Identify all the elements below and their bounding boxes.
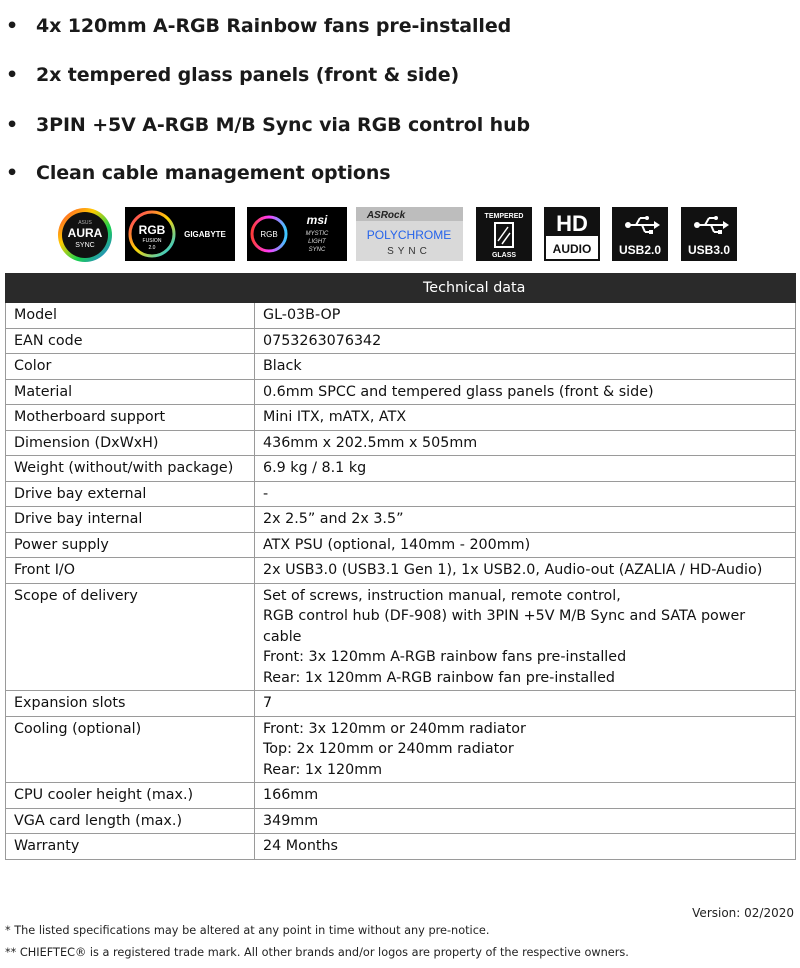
spec-value-line: Rear: 1x 120mm <box>263 761 383 778</box>
table-row <box>6 691 796 717</box>
svg-text:AUDIO: AUDIO <box>552 242 592 256</box>
disclaimer-note: * The listed specifications may be altered at any point in time without any pre-notice. <box>5 924 490 937</box>
spec-value <box>255 834 796 860</box>
svg-text:ASRock: ASRock <box>366 210 406 221</box>
spec-value-line: - <box>263 485 269 502</box>
spec-value <box>255 303 796 329</box>
spec-value-line: Rear: 1x 120mm A-RGB rainbow fan pre-installed <box>263 669 616 686</box>
table-row <box>6 507 796 533</box>
spec-value-line: 0753263076342 <box>263 332 382 349</box>
spec-value <box>255 430 796 456</box>
spec-value-line: 6.9 kg / 8.1 kg <box>263 460 367 476</box>
table-row <box>6 808 796 834</box>
feature-item: • 4x 120mm A-RGB Rainbow fans pre-installed <box>6 15 512 37</box>
feature-item: • 3PIN +5V A-RGB M/B Sync via RGB control hub <box>6 114 531 136</box>
svg-text:RGB: RGB <box>260 230 278 239</box>
spec-label: Color <box>6 354 255 380</box>
version-label: Version: 02/2020 <box>692 906 794 920</box>
spec-value-line: 7 <box>263 695 273 711</box>
table-row <box>6 716 796 783</box>
svg-text:USB3.0: USB3.0 <box>687 243 731 257</box>
spec-label: Expansion slots <box>6 691 255 717</box>
svg-text:SYNC: SYNC <box>75 242 95 249</box>
table-row <box>6 481 796 507</box>
svg-text:SYNC: SYNC <box>308 247 326 253</box>
svg-text:FUSION: FUSION <box>142 238 162 244</box>
feature-item: • 2x tempered glass panels (front & side) <box>6 64 460 86</box>
spec-label: Cooling (optional) <box>6 716 255 783</box>
spec-value <box>255 379 796 405</box>
spec-label: Front I/O <box>6 558 255 584</box>
spec-value-line: 436mm x 202.5mm x 505mm <box>263 434 478 451</box>
feature-text: Clean cable management options <box>36 162 391 184</box>
spec-value <box>255 716 796 783</box>
feature-text: 2x tempered glass panels (front & side) <box>36 64 460 86</box>
asus-aura-sync-logo <box>57 207 113 263</box>
spec-label: Model <box>6 303 255 329</box>
trademark-note: ** CHIEFTEC® is a registered trade mark. All other brands and/or logos are property of the respective owners. <box>5 946 629 959</box>
hd-audio-icon <box>544 207 600 261</box>
spec-value <box>255 456 796 482</box>
spec-label: EAN code <box>6 328 255 354</box>
spec-value-line: 0.6mm SPCC and tempered glass panels (front & side) <box>263 383 654 400</box>
technical-data-table <box>5 273 796 860</box>
spec-value-line: 24 Months <box>263 838 338 854</box>
svg-text:GLASS: GLASS <box>491 252 517 259</box>
table-row <box>6 583 796 691</box>
spec-label: Weight (without/with package) <box>6 456 255 482</box>
spec-label: Drive bay internal <box>6 507 255 533</box>
spec-value <box>255 558 796 584</box>
table-row <box>6 834 796 860</box>
table-header-row <box>6 274 796 303</box>
table-title: Technical data <box>255 274 796 303</box>
spec-value-line: ATX PSU (optional, 140mm - 200mm) <box>263 536 531 553</box>
spec-value-line: Mini ITX, mATX, ATX <box>263 409 407 425</box>
spec-value-line: Front: 3x 120mm A-RGB rainbow fans pre-installed <box>263 649 627 665</box>
spec-label: CPU cooler height (max.) <box>6 783 255 809</box>
spec-label: Material <box>6 379 255 405</box>
spec-value-line: Top: 2x 120mm or 240mm radiator <box>263 741 514 757</box>
spec-label: Power supply <box>6 532 255 558</box>
spec-value-line: Set of screws, instruction manual, remote control, <box>263 587 621 604</box>
table-row <box>6 532 796 558</box>
spec-label: Scope of delivery <box>6 583 255 691</box>
feature-text: 3PIN +5V A-RGB M/B Sync via RGB control hub <box>36 114 531 136</box>
svg-text:GIGABYTE: GIGABYTE <box>184 230 226 239</box>
spec-value-line: 2x 2.5” and 2x 3.5” <box>263 511 404 527</box>
svg-text:LIGHT: LIGHT <box>308 239 326 245</box>
msi-mystic-light-logo <box>247 207 347 261</box>
svg-text:2.0: 2.0 <box>148 245 156 251</box>
spec-value <box>255 328 796 354</box>
spec-value <box>255 507 796 533</box>
table-row <box>6 379 796 405</box>
table-row <box>6 328 796 354</box>
spec-label: Drive bay external <box>6 481 255 507</box>
table-row <box>6 354 796 380</box>
usb3-icon <box>681 207 737 261</box>
spec-label: Dimension (DxWxH) <box>6 430 255 456</box>
spec-value-line: RGB control hub (DF-908) with 3PIN +5V M/B Sync and SATA power cable <box>263 608 746 645</box>
spec-label: VGA card length (max.) <box>6 808 255 834</box>
svg-text:POLYCHROME: POLYCHROME <box>366 228 452 242</box>
spec-value <box>255 783 796 809</box>
spec-value <box>255 808 796 834</box>
usb2-icon <box>612 207 668 261</box>
svg-text:msi: msi <box>306 213 328 227</box>
spec-value <box>255 532 796 558</box>
spec-value-line: Front: 3x 120mm or 240mm radiator <box>263 720 526 737</box>
spec-value-line: Black <box>263 358 302 374</box>
spec-value <box>255 354 796 380</box>
table-row <box>6 430 796 456</box>
svg-text:SYNC: SYNC <box>387 246 431 257</box>
feature-item: • Clean cable management options <box>6 162 391 184</box>
asrock-polychrome-sync-logo <box>356 207 463 261</box>
spec-value-line: GL-03B-OP <box>263 307 341 323</box>
table-row <box>6 405 796 431</box>
table-row <box>6 558 796 584</box>
feature-text: 4x 120mm A-RGB Rainbow fans pre-installed <box>36 15 512 37</box>
spec-value-line: 166mm <box>263 787 319 803</box>
spec-value <box>255 481 796 507</box>
svg-text:ASUS: ASUS <box>78 220 92 226</box>
table-row <box>6 456 796 482</box>
gigabyte-rgb-fusion-logo <box>125 207 235 261</box>
svg-text:RGB: RGB <box>138 223 166 237</box>
compatibility-logos <box>0 206 800 262</box>
svg-text:HD: HD <box>556 211 588 236</box>
spec-value <box>255 583 796 691</box>
svg-text:MYSTIC: MYSTIC <box>305 231 329 237</box>
spec-label: Motherboard support <box>6 405 255 431</box>
table-row <box>6 303 796 329</box>
spec-value <box>255 405 796 431</box>
spec-label: Warranty <box>6 834 255 860</box>
svg-text:USB2.0: USB2.0 <box>618 243 662 257</box>
tempered-glass-icon <box>476 207 532 261</box>
svg-text:TEMPERED: TEMPERED <box>484 213 524 220</box>
svg-text:AURA: AURA <box>67 226 103 240</box>
table-row <box>6 783 796 809</box>
spec-value <box>255 691 796 717</box>
spec-value-line: 2x USB3.0 (USB3.1 Gen 1), 1x USB2.0, Audio-out (AZALIA / HD-Audio) <box>263 562 763 578</box>
spec-value-line: 349mm <box>263 812 319 829</box>
